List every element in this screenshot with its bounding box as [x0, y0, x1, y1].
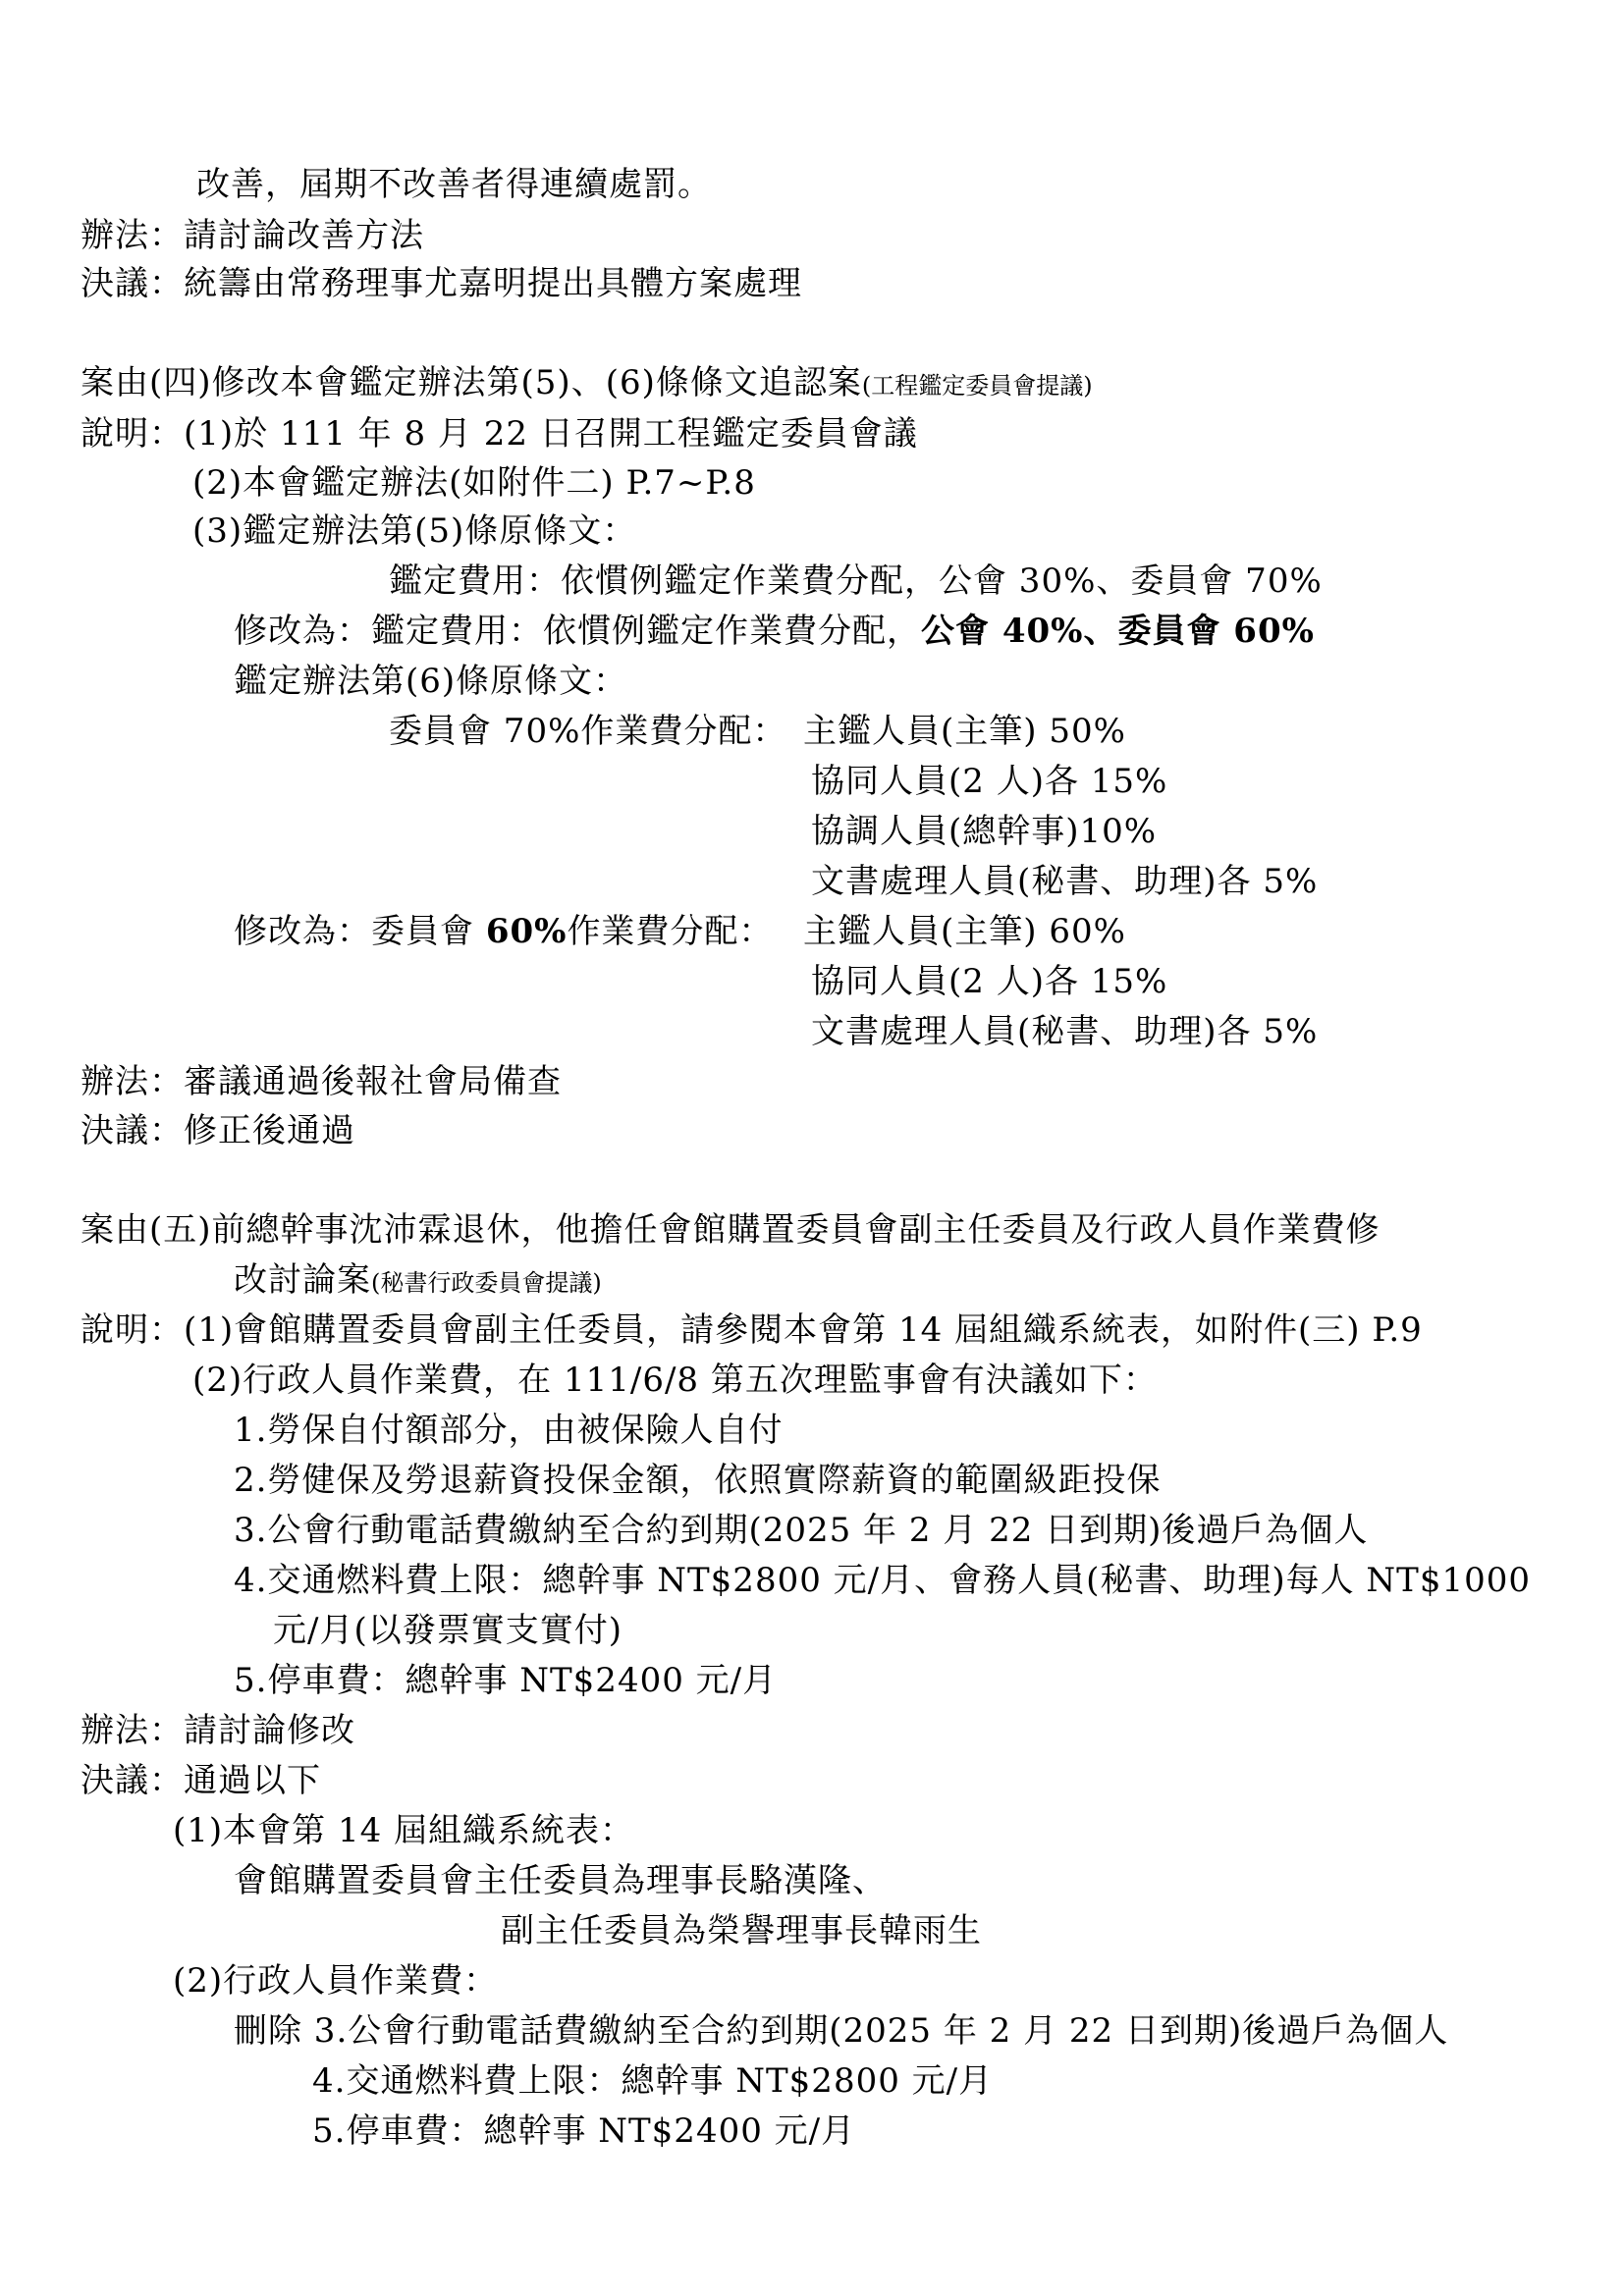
case5-resolution-detail: 5.停車費：總幹事 NT$2400 元/月: [312, 2111, 856, 2151]
case5-title-line1: 案由(五)前總幹事沈沛霖退休，他擔任會館購置委員會副主任委員及行政人員作業費修: [81, 1210, 1380, 1250]
case4-proposer: (工程鑑定委員會提議): [861, 372, 1093, 400]
case4-article6-modified-text: 修改為：委員會: [234, 912, 486, 951]
case5-item-continuation: 元/月(以發票實支實付): [273, 1611, 623, 1650]
case5-item: 3.公會行動電話費繳納至合約到期(2025 年 2 月 22 日到期)後過戶為個人: [234, 1511, 1369, 1550]
case5-item: 4.交通燃料費上限：總幹事 NT$2800 元/月、會務人員(秘書、助理)每人 NT$1000: [234, 1561, 1532, 1600]
case4-article6-modified-item: 協同人員(2 人)各 15%: [811, 962, 1168, 1001]
case5-resolution-detail: 副主任委員為榮譽理事長韓雨生: [501, 1911, 982, 1950]
case4-article6-modified-item: 主鑑人員(主筆) 60%: [803, 912, 1126, 951]
case4-resolution: 決議：修正後通過: [81, 1111, 355, 1150]
case5-item: 2.勞健保及勞退薪資投保金額，依照實際薪資的範圍級距投保: [234, 1461, 1162, 1500]
case4-title-text: 案由(四)修改本會鑑定辦法第(5)、(6)條條文追認案: [81, 363, 862, 402]
case4-article6-modified-bold: 60%: [485, 912, 568, 951]
case5-resolution-item: (1)本會第 14 屆組織系統表：: [173, 1811, 635, 1850]
case5-item: 5.停車費：總幹事 NT$2400 元/月: [234, 1661, 778, 1700]
case4-article6-modified-head: [234, 912, 773, 951]
case4-article5-modified: [234, 612, 1315, 651]
case5-resolution-detail: 會館購置委員會主任委員為理事長駱漢隆、: [234, 1861, 887, 1900]
case4-article5-original: 鑑定費用：依慣例鑑定作業費分配，公會 30%、委員會 70%: [389, 561, 1323, 601]
case5-resolution-item: (2)行政人員作業費：: [173, 1961, 499, 2001]
case5-explanation-2: (2)行政人員作業費，在 111/6/8 第五次理監事會有決議如下：: [192, 1361, 1158, 1400]
case4-article6-original-head: 委員會 70%作業費分配：: [389, 712, 787, 751]
case5-resolution-detail: 刪除 3.公會行動電話費繳納至合約到期(2025 年 2 月 22 日到期)後過戶為個人: [234, 2011, 1449, 2051]
case4-article5-modified-bold: 公會 40%、委員會 60%: [921, 612, 1315, 651]
case5-method: 辦法：請討論修改: [81, 1711, 355, 1750]
case4-article6-original-item-bold: 協調人員(總幹事)10%: [811, 812, 1158, 851]
case5-title-text: 改討論案: [234, 1260, 371, 1300]
case4-article6-modified-text: 作業費分配：: [567, 912, 774, 951]
case3-continuation: 改善，屆期不改善者得連續處罰。: [196, 165, 712, 204]
case5-item: 1.勞保自付額部分，由被保險人自付: [234, 1411, 784, 1450]
case4-explanation-3: (3)鑑定辦法第(5)條原條文：: [192, 511, 637, 551]
case4-article6-title: 鑑定辦法第(6)條原條文：: [234, 662, 628, 701]
case4-article6-modified-item: 文書處理人員(秘書、助理)各 5%: [811, 1012, 1319, 1051]
case3-method: 辦法：請討論改善方法: [81, 216, 424, 255]
case4-article6-original-item: 主鑑人員(主筆) 50%: [803, 712, 1126, 751]
case4-article6-original-item: 文書處理人員(秘書、助理)各 5%: [811, 862, 1319, 901]
case4-method: 辦法：審議通過後報社會局備查: [81, 1062, 562, 1101]
case4-explanation-1: 說明：(1)於 111 年 8 月 22 日召開工程鑑定委員會議: [81, 414, 918, 454]
case5-proposer: (秘書行政委員會提議): [371, 1269, 602, 1297]
case4-article6-original-item: 協同人員(2 人)各 15%: [811, 762, 1168, 801]
case4-title: [81, 363, 1093, 405]
case5-resolution: 決議：通過以下: [81, 1761, 321, 1800]
case4-explanation-2: (2)本會鑑定辦法(如附件二) P.7~P.8: [192, 463, 756, 503]
case3-resolution: 決議：統籌由常務理事尤嘉明提出具體方案處理: [81, 264, 802, 303]
case5-title-line2: [234, 1260, 602, 1303]
case4-article5-modified-text: 修改為：鑑定費用：依慣例鑑定作業費分配，: [234, 612, 921, 651]
case5-explanation-1: 說明：(1)會館購置委員會副主任委員，請參閱本會第 14 屆組織系統表，如附件(三) P.9: [81, 1310, 1423, 1350]
case5-resolution-detail: 4.交通燃料費上限：總幹事 NT$2800 元/月: [312, 2061, 994, 2101]
